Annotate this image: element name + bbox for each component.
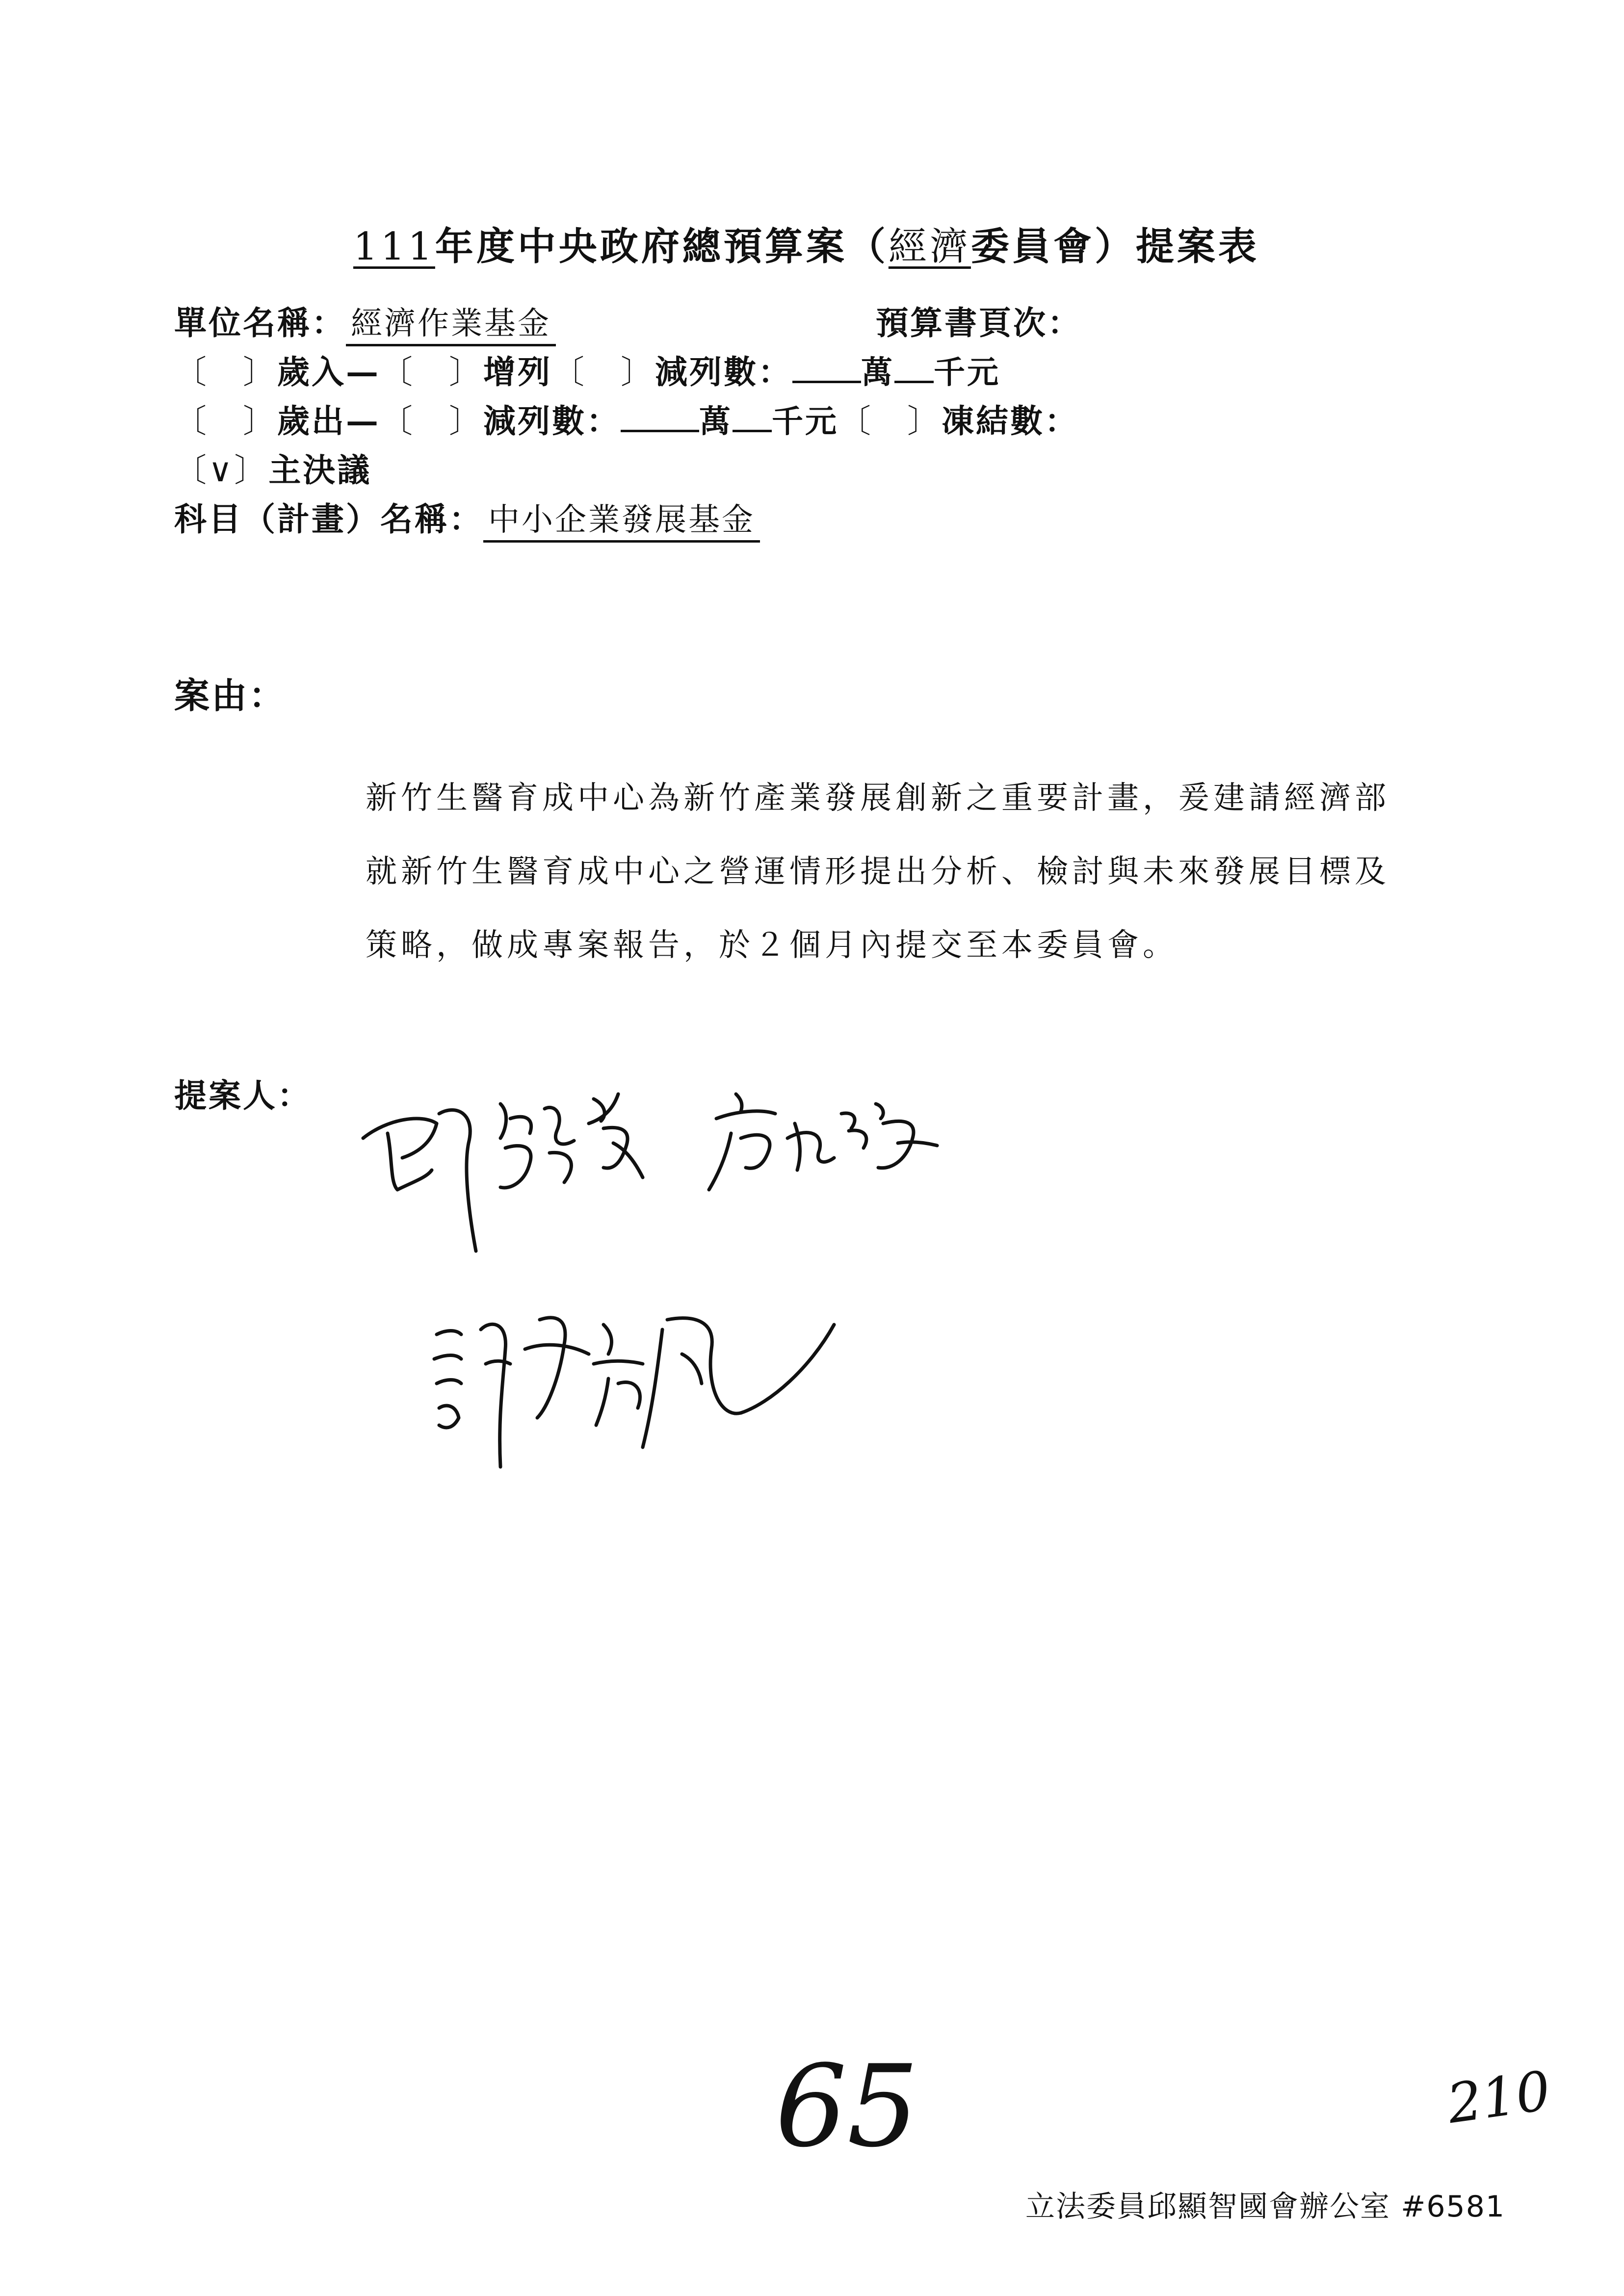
expense-row: [174, 395, 1079, 442]
signature-2: [707, 1084, 942, 1207]
subject-label: 科目（計畫）名稱：: [174, 500, 483, 538]
expense-decrease-label: 減列數：: [483, 402, 621, 440]
checkbox-income: 〔 〕: [174, 353, 277, 391]
title-committee: 經濟: [888, 225, 971, 269]
checkbox-expense-decrease: 〔 〕: [380, 402, 483, 440]
resolution-label: 主決議: [268, 451, 372, 489]
page-number: 65: [775, 2041, 919, 2172]
title-text: 年度中央政府總預算案（: [435, 224, 889, 269]
checkbox-expense: 〔 〕: [174, 402, 277, 440]
document-title: [353, 216, 1259, 271]
margin-note: 210: [1443, 2059, 1554, 2136]
blank-qian: [894, 355, 934, 383]
proposer-label: 提案人：: [174, 1076, 312, 1115]
decrease-label: 減列數：: [655, 353, 792, 391]
blank-wan-2: [621, 404, 699, 432]
unit-row: [174, 297, 556, 343]
blank-qian-2: [733, 404, 772, 432]
reason-line-1: 新竹生醫育成中心為新竹產業發展創新之重要計畫，爰建請經濟部: [366, 780, 1390, 816]
signature-1: [358, 1084, 692, 1271]
subject-row: [174, 493, 760, 540]
title-year: 111: [353, 225, 435, 269]
qian-unit: 千元: [934, 354, 1000, 391]
expense-label: 歲出—: [277, 402, 380, 440]
checkbox-resolution: 〔∨〕: [174, 451, 269, 489]
reason-label: 案由：: [174, 675, 287, 716]
blank-wan: [792, 355, 861, 383]
wan-unit: 萬: [861, 354, 894, 391]
subject-value: 中小企業發展基金: [483, 502, 760, 543]
budget-page-label: 預算書頁次：: [876, 304, 1082, 342]
footer-office: 立法委員邱顯智國會辦公室 #6581: [1025, 2190, 1506, 2224]
unit-value: 經濟作業基金: [346, 306, 556, 346]
checkbox-increase: 〔 〕: [380, 353, 483, 391]
unit-label: 單位名稱：: [174, 304, 346, 342]
reason-line-3: 策略，做成專案報告，於２個月內提交至本委員會。: [366, 927, 1178, 964]
resolution-row: [174, 444, 371, 491]
checkbox-decrease: 〔 〕: [552, 353, 655, 391]
wan-unit-2: 萬: [699, 403, 733, 440]
income-row: [174, 346, 1000, 392]
freeze-label: 凍結數：: [942, 402, 1079, 440]
increase-label: 增列: [483, 353, 552, 391]
qian-unit-2: 千元: [772, 403, 838, 440]
income-label: 歲入—: [277, 353, 380, 391]
checkbox-freeze: 〔 〕: [838, 402, 942, 440]
reason-line-2: 就新竹生醫育成中心之營運情形提出分析、檢討與未來發展目標及: [366, 854, 1390, 890]
title-tail: 委員會）提案表: [970, 224, 1259, 269]
signature-3: [427, 1290, 849, 1477]
